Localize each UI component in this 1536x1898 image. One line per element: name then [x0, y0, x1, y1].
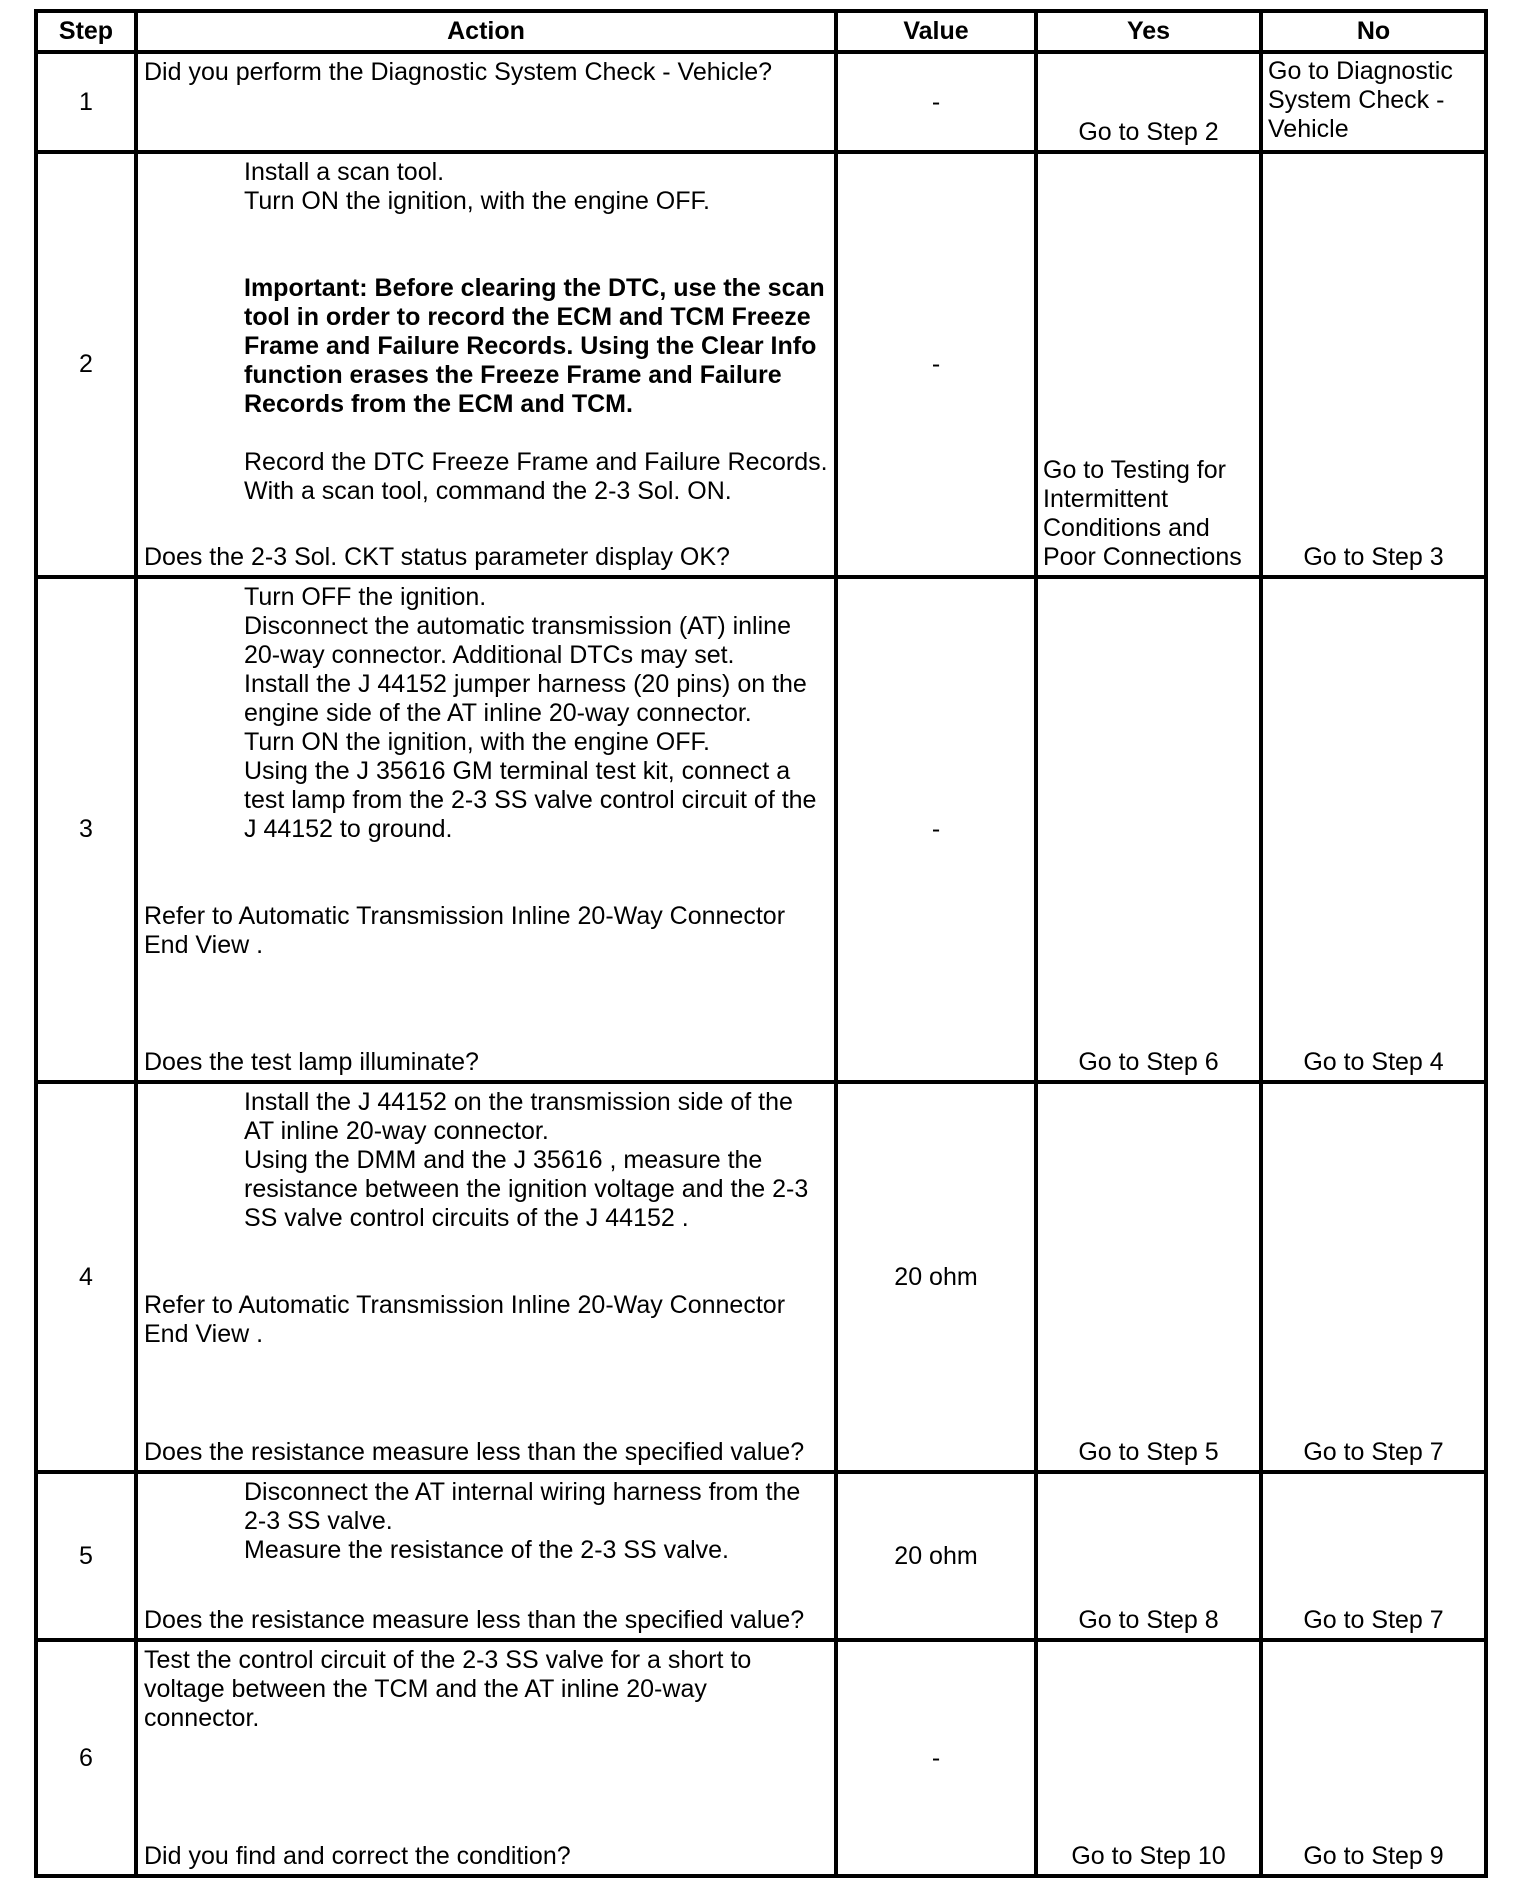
action-cell: [136, 1472, 836, 1640]
step-number: 6: [36, 1640, 136, 1876]
action-substep: Install a scan tool.: [244, 158, 445, 186]
yes-cell: Go to Step 10: [1036, 1640, 1261, 1876]
table-row: [36, 52, 1486, 152]
action-cell: [136, 1082, 836, 1472]
action-cell: [136, 577, 836, 1082]
action-cell: [136, 152, 836, 577]
value-cell: -: [836, 1640, 1036, 1876]
step-number: 1: [36, 52, 136, 152]
refer-link[interactable]: Refer to Automatic Transmission Inline 20-Way Connector End View .: [144, 1291, 786, 1348]
action-substep: Install the J 44152 jumper harness (20 pins) on the engine side of the AT inline 20-way connector.: [244, 670, 807, 727]
action-substep: Disconnect the automatic transmission (AT) inline 20-way connector. Additional DTCs may set.: [244, 612, 791, 669]
refer-link[interactable]: Refer to Automatic Transmission Inline 20-Way Connector End View .: [144, 902, 786, 959]
yes-cell: Go to Step 5: [1036, 1082, 1261, 1472]
action-cell: [136, 1640, 836, 1876]
header-step: Step: [36, 11, 136, 52]
action-substep: Disconnect the AT internal wiring harness from the 2-3 SS valve.: [244, 1478, 801, 1535]
action-question: Does the test lamp illuminate?: [144, 1048, 479, 1076]
action-substep: Measure the resistance of the 2-3 SS valve.: [244, 1536, 729, 1564]
action-substep: Turn OFF the ignition.: [244, 583, 487, 611]
step-number: 5: [36, 1472, 136, 1640]
yes-cell: Go to Testing for Intermittent Conditions and Poor Connections: [1036, 152, 1261, 577]
action-question: Did you find and correct the condition?: [144, 1842, 571, 1870]
action-substep: Install the J 44152 on the transmission side of the AT inline 20-way connector.: [244, 1088, 793, 1145]
no-cell: Go to Step 9: [1261, 1640, 1486, 1876]
value-cell: 20 ohm: [836, 1082, 1036, 1472]
value-cell: -: [836, 152, 1036, 577]
header-row: [36, 11, 1486, 52]
no-cell: Go to Step 3: [1261, 152, 1486, 577]
table-row: [36, 577, 1486, 1082]
value-cell: -: [836, 577, 1036, 1082]
yes-cell: Go to Step 2: [1036, 52, 1261, 152]
step-number: 3: [36, 577, 136, 1082]
important-note: Important: Before clearing the DTC, use the scan tool in order to record the ECM and TCM Freeze Frame and Failure Records. Using the Clear Info function erases the Freeze Frame and Failure Records from the ECM and TCM.: [244, 274, 825, 418]
action-cell: [136, 52, 836, 152]
header-yes: Yes: [1036, 11, 1261, 52]
table-row: [36, 1640, 1486, 1876]
header-value: Value: [836, 11, 1036, 52]
header-action: Action: [136, 11, 836, 52]
action-substep: Record the DTC Freeze Frame and Failure Records.: [244, 448, 828, 476]
action-substep: Turn ON the ignition, with the engine OFF.: [244, 187, 710, 215]
step-number: 2: [36, 152, 136, 577]
step-number: 4: [36, 1082, 136, 1472]
action-substep: Using the J 35616 GM terminal test kit, connect a test lamp from the 2-3 SS valve control circuit of the J 44152 to ground.: [244, 757, 817, 843]
action-substep: With a scan tool, command the 2-3 Sol. ON.: [244, 477, 732, 505]
yes-cell: Go to Step 6: [1036, 577, 1261, 1082]
header-no: No: [1261, 11, 1486, 52]
table-row: [36, 152, 1486, 577]
action-question: Does the resistance measure less than the specified value?: [144, 1438, 805, 1466]
no-cell: Go to Diagnostic System Check - Vehicle: [1261, 52, 1486, 152]
no-cell: Go to Step 7: [1261, 1082, 1486, 1472]
action-question: Did you perform the Diagnostic System Check - Vehicle?: [144, 58, 773, 86]
action-substep: Using the DMM and the J 35616 , measure the resistance between the ignition voltage and the 2-3 SS valve control circuits of the J 44152 .: [244, 1146, 809, 1232]
action-question: Does the resistance measure less than the specified value?: [144, 1606, 805, 1634]
value-cell: -: [836, 52, 1036, 152]
action-substep: Turn ON the ignition, with the engine OFF.: [244, 728, 710, 756]
action-text: Test the control circuit of the 2-3 SS valve for a short to voltage between the TCM and the AT inline 20-way connector.: [144, 1646, 752, 1732]
no-cell: Go to Step 7: [1261, 1472, 1486, 1640]
no-cell: Go to Step 4: [1261, 577, 1486, 1082]
value-cell: 20 ohm: [836, 1472, 1036, 1640]
action-question: Does the 2-3 Sol. CKT status parameter display OK?: [144, 543, 730, 571]
table-row: [36, 1472, 1486, 1640]
yes-cell: Go to Step 8: [1036, 1472, 1261, 1640]
table-row: [36, 1082, 1486, 1472]
diagnostic-table: [34, 9, 1488, 1878]
